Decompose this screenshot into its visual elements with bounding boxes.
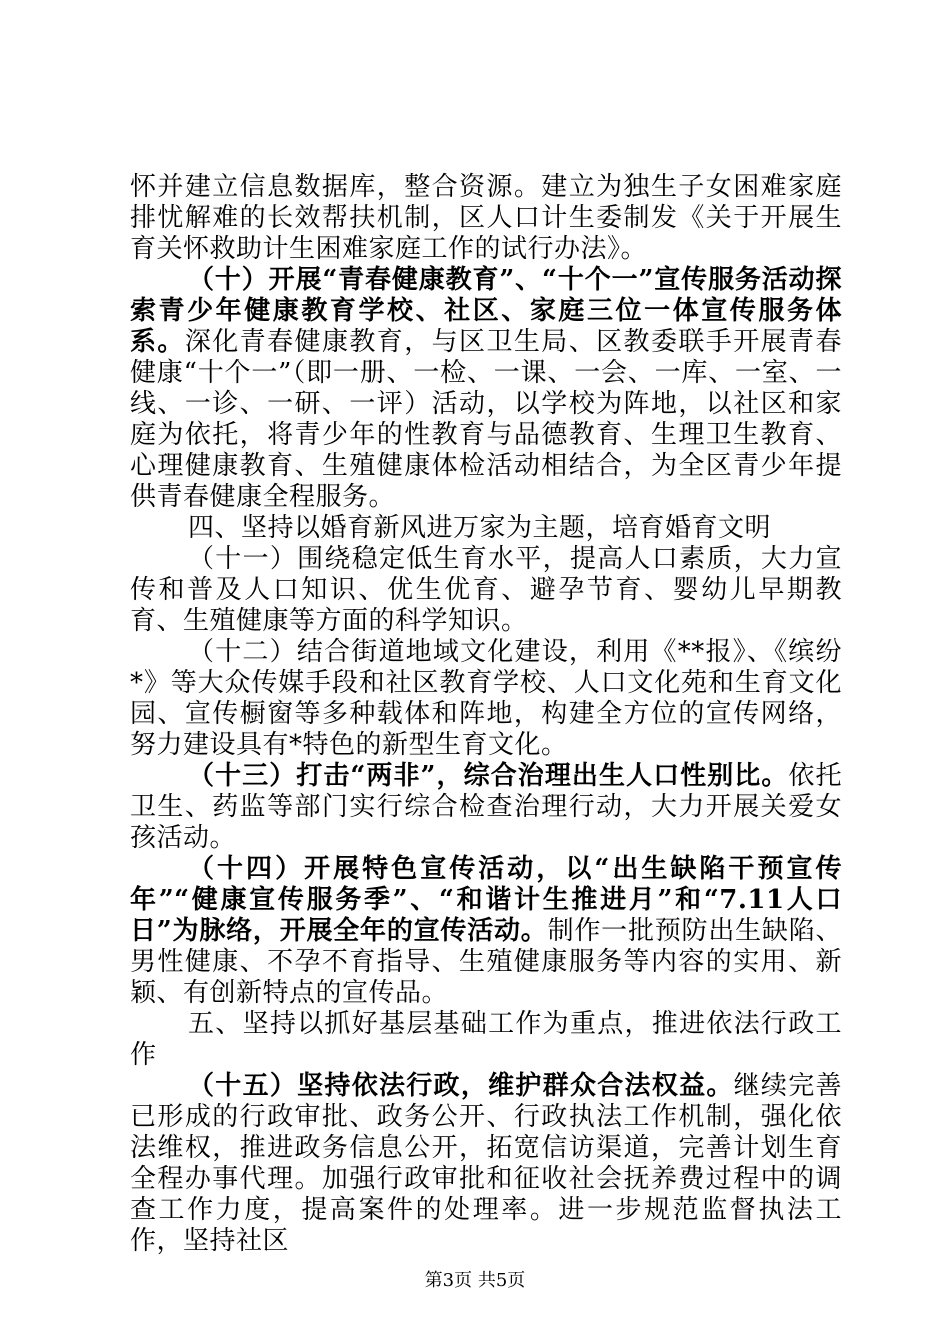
- paragraph-item-13: [130, 761, 842, 854]
- paragraph-text: （十一）围绕稳定低生育水平，提高人口素质，大力宣传和普及人口知识、优生优育、避孕节育、婴幼儿早期教育、生殖健康等方面的科学知识。: [130, 544, 842, 636]
- paragraph-item-15: [130, 1071, 842, 1257]
- page-footer: [0, 1270, 950, 1292]
- section-heading-four: [130, 513, 842, 544]
- paragraph-lead: （十四）开展特色宣传活动，以“出生缺陷干预宣传年”“健康宣传服务季”、“和谐计生推进月”和“7.11人口日”为脉络，开展全年的宣传活动。: [130, 854, 842, 946]
- page-number-label: 第3页 共5页: [424, 1270, 526, 1291]
- section-heading-text: 五、坚持以抓好基层基础工作为重点，推进依法行政工作: [130, 1009, 842, 1070]
- paragraph-item-11: [130, 544, 842, 637]
- paragraph-text: 怀并建立信息数据库，整合资源。建立为独生子女困难家庭排忧解难的长效帮扶机制，区人口计生委制发《关于开展生育关怀救助计生困难家庭工作的试行办法》。: [130, 172, 842, 264]
- paragraph-text: 深化青春健康教育，与区卫生局、区教委联手开展青春健康“十个一”（即一册、一检、一课、一会、一库、一室、一线、一诊、一研、一评）活动，以学校为阵地，以社区和家庭为依托，将青少年的性教育与品德教育、生理卫生教育、心理健康教育、生殖健康体检活动相结合，为全区青少年提供青春健康全程服务。: [130, 327, 842, 512]
- paragraph-lead: （十三）打击“两非”，综合治理出生人口性别比。: [188, 761, 789, 791]
- paragraph-continuation: [130, 172, 842, 265]
- section-heading-text: 四、坚持以婚育新风进万家为主题，培育婚育文明: [188, 513, 772, 543]
- paragraph-item-14: [130, 854, 842, 1009]
- section-heading-five: [130, 1009, 842, 1071]
- paragraph-text: 依托卫生、药监等部门实行综合检查治理行动，大力开展关爱女孩活动。: [130, 761, 842, 853]
- paragraph-text: （十二）结合街道地域文化建设，利用《**报》、《缤纷*》等大众传媒手段和社区教育学校、人口文化苑和生育文化园、宣传橱窗等多种载体和阵地，构建全方位的宣传网络，努力建设具有*特色的新型生育文化。: [130, 637, 842, 760]
- paragraph-text: 制作一批预防出生缺陷、男性健康、不孕不育指导、生殖健康服务等内容的实用、新颖、有创新特点的宣传品。: [130, 916, 842, 1008]
- paragraph-text: 继续完善已形成的行政审批、政务公开、行政执法工作机制，强化依法维权，推进政务信息公开，拓宽信访渠道，完善计划生育全程办事代理。加强行政审批和征收社会抚养费过程中的调查工作力度，提高案件的处理率。进一步规范监督执法工作，坚持社区: [130, 1071, 842, 1256]
- paragraph-lead: （十五）坚持依法行政，维护群众合法权益。: [188, 1071, 734, 1101]
- paragraph-item-12: [130, 637, 842, 761]
- paragraph-lead: （十）开展“青春健康教育”、“十个一”宣传服务活动探索青少年健康教育学校、社区、家庭三位一体宣传服务体系。: [130, 265, 842, 357]
- document-body: [130, 172, 842, 1257]
- paragraph-item-10: [130, 265, 842, 513]
